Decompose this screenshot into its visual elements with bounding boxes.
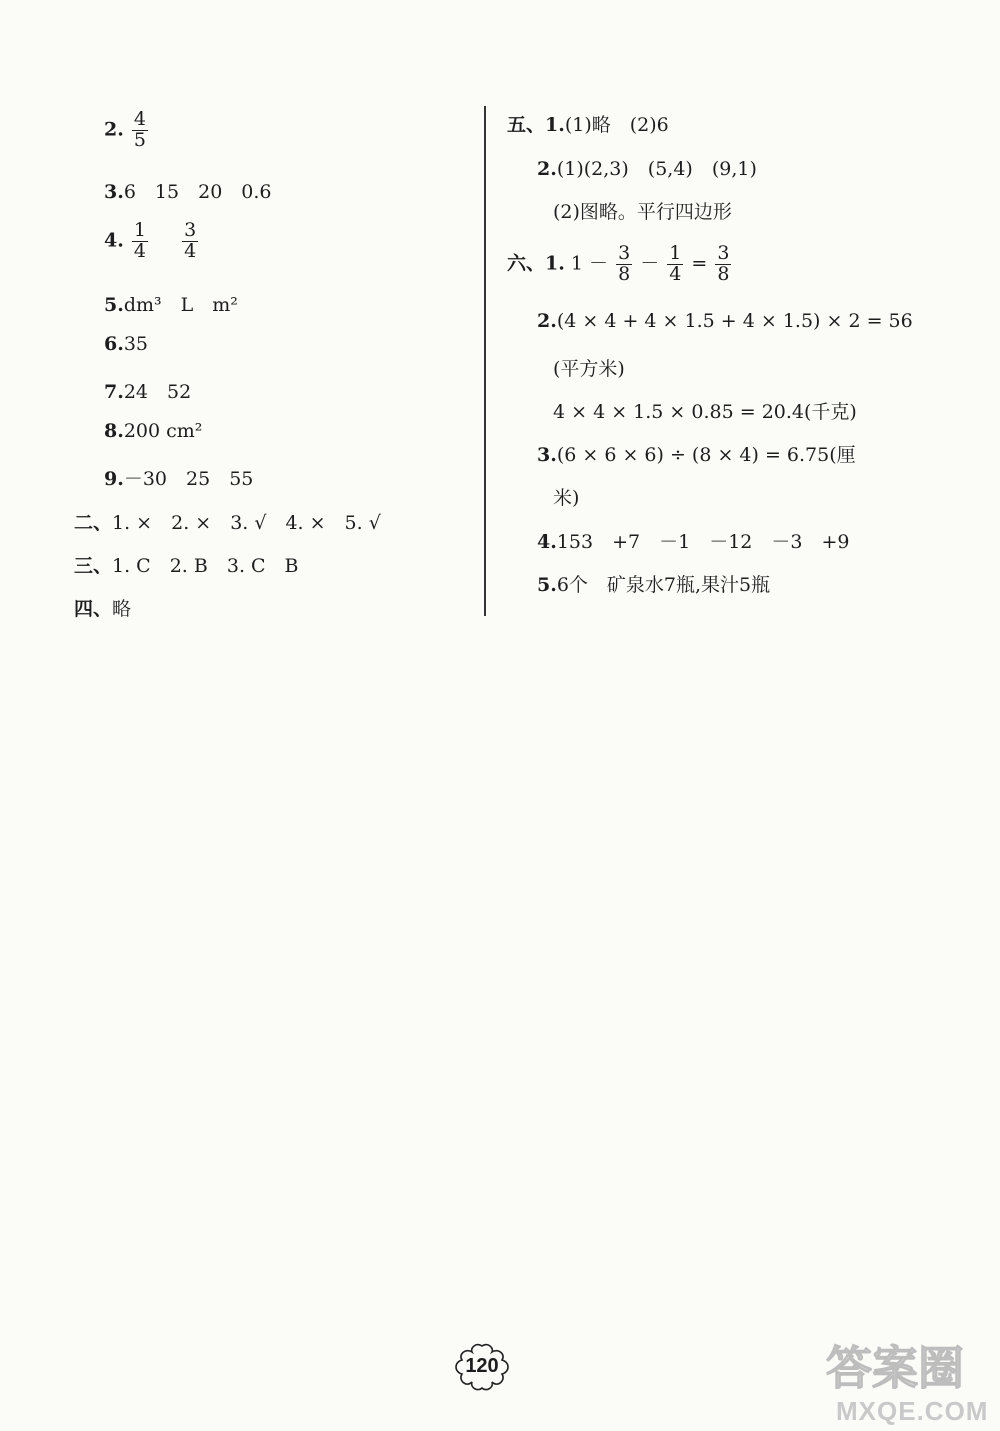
section-6-q2: 2.(4 × 4 + 4 × 1.5 + 4 × 1.5) × 2 = 56 [537,310,913,332]
section-2: 二、1. × 2. × 3. √ 4. × 5. √ [74,512,381,534]
fraction: $\frac{3}{4}$ [184,219,197,262]
section-5-q1: 五、1.(1)略 (2)6 [507,114,669,136]
answer-9: 9.－30 25 55 [104,468,254,490]
fraction: $\frac{4}{5}$ [133,108,146,151]
section-5-q2: 2.(1)(2,3) (5,4) (9,1) [537,158,757,180]
fraction: $\frac{1}{4}$ [133,219,146,262]
section-6-q3-cont: 米) [553,487,580,509]
answer-6: 6.35 [104,333,149,355]
fraction: $\frac{3}{8}$ [618,242,631,285]
section-6-q2-unit: (平方米) [553,358,625,380]
svg-text:答案圈: 答案圈 [826,1341,964,1395]
answer-2-1: 2. $\frac{4}{5}$ [104,108,146,151]
section-6-q3: 3.(6 × 6 × 6) ÷ (8 × 4) = 6.75(厘 [537,444,856,466]
page-number: 120 [452,1342,512,1392]
section-6-q5: 5.6个 矿泉水7瓶,果汁5瓶 [537,574,771,596]
fraction: $\frac{1}{4}$ [669,242,682,285]
answer-8: 8.200 cm² [104,420,203,442]
answer-4: 4. $\frac{1}{4}$ $\frac{3}{4}$ [104,219,197,262]
section-4: 四、略 [74,598,132,620]
fraction: $\frac{3}{8}$ [717,242,730,285]
watermark: 答案圈 MXQE.COM [820,1330,1000,1430]
column-divider [484,106,486,616]
answer-5: 5.dm³ L m² [104,294,238,316]
answer-3: 3.6 15 20 0.6 [104,181,272,203]
section-6-q4: 4.153 +7 －1 －12 －3 +9 [537,531,850,553]
answer-7: 7.24 52 [104,381,192,403]
section-5-q2-part2: (2)图略。平行四边形 [553,201,732,223]
watermark-logo-icon [820,1330,990,1400]
section-6-q1: 六、1. 1 － $\frac{3}{8}$ － $\frac{1}{4}$ = $\frac{3}{8}$ [507,242,730,285]
section-6-q2-line2: 4 × 4 × 1.5 × 0.85 = 20.4(千克) [553,401,857,423]
section-3: 三、1. C 2. B 3. C B [74,555,299,577]
